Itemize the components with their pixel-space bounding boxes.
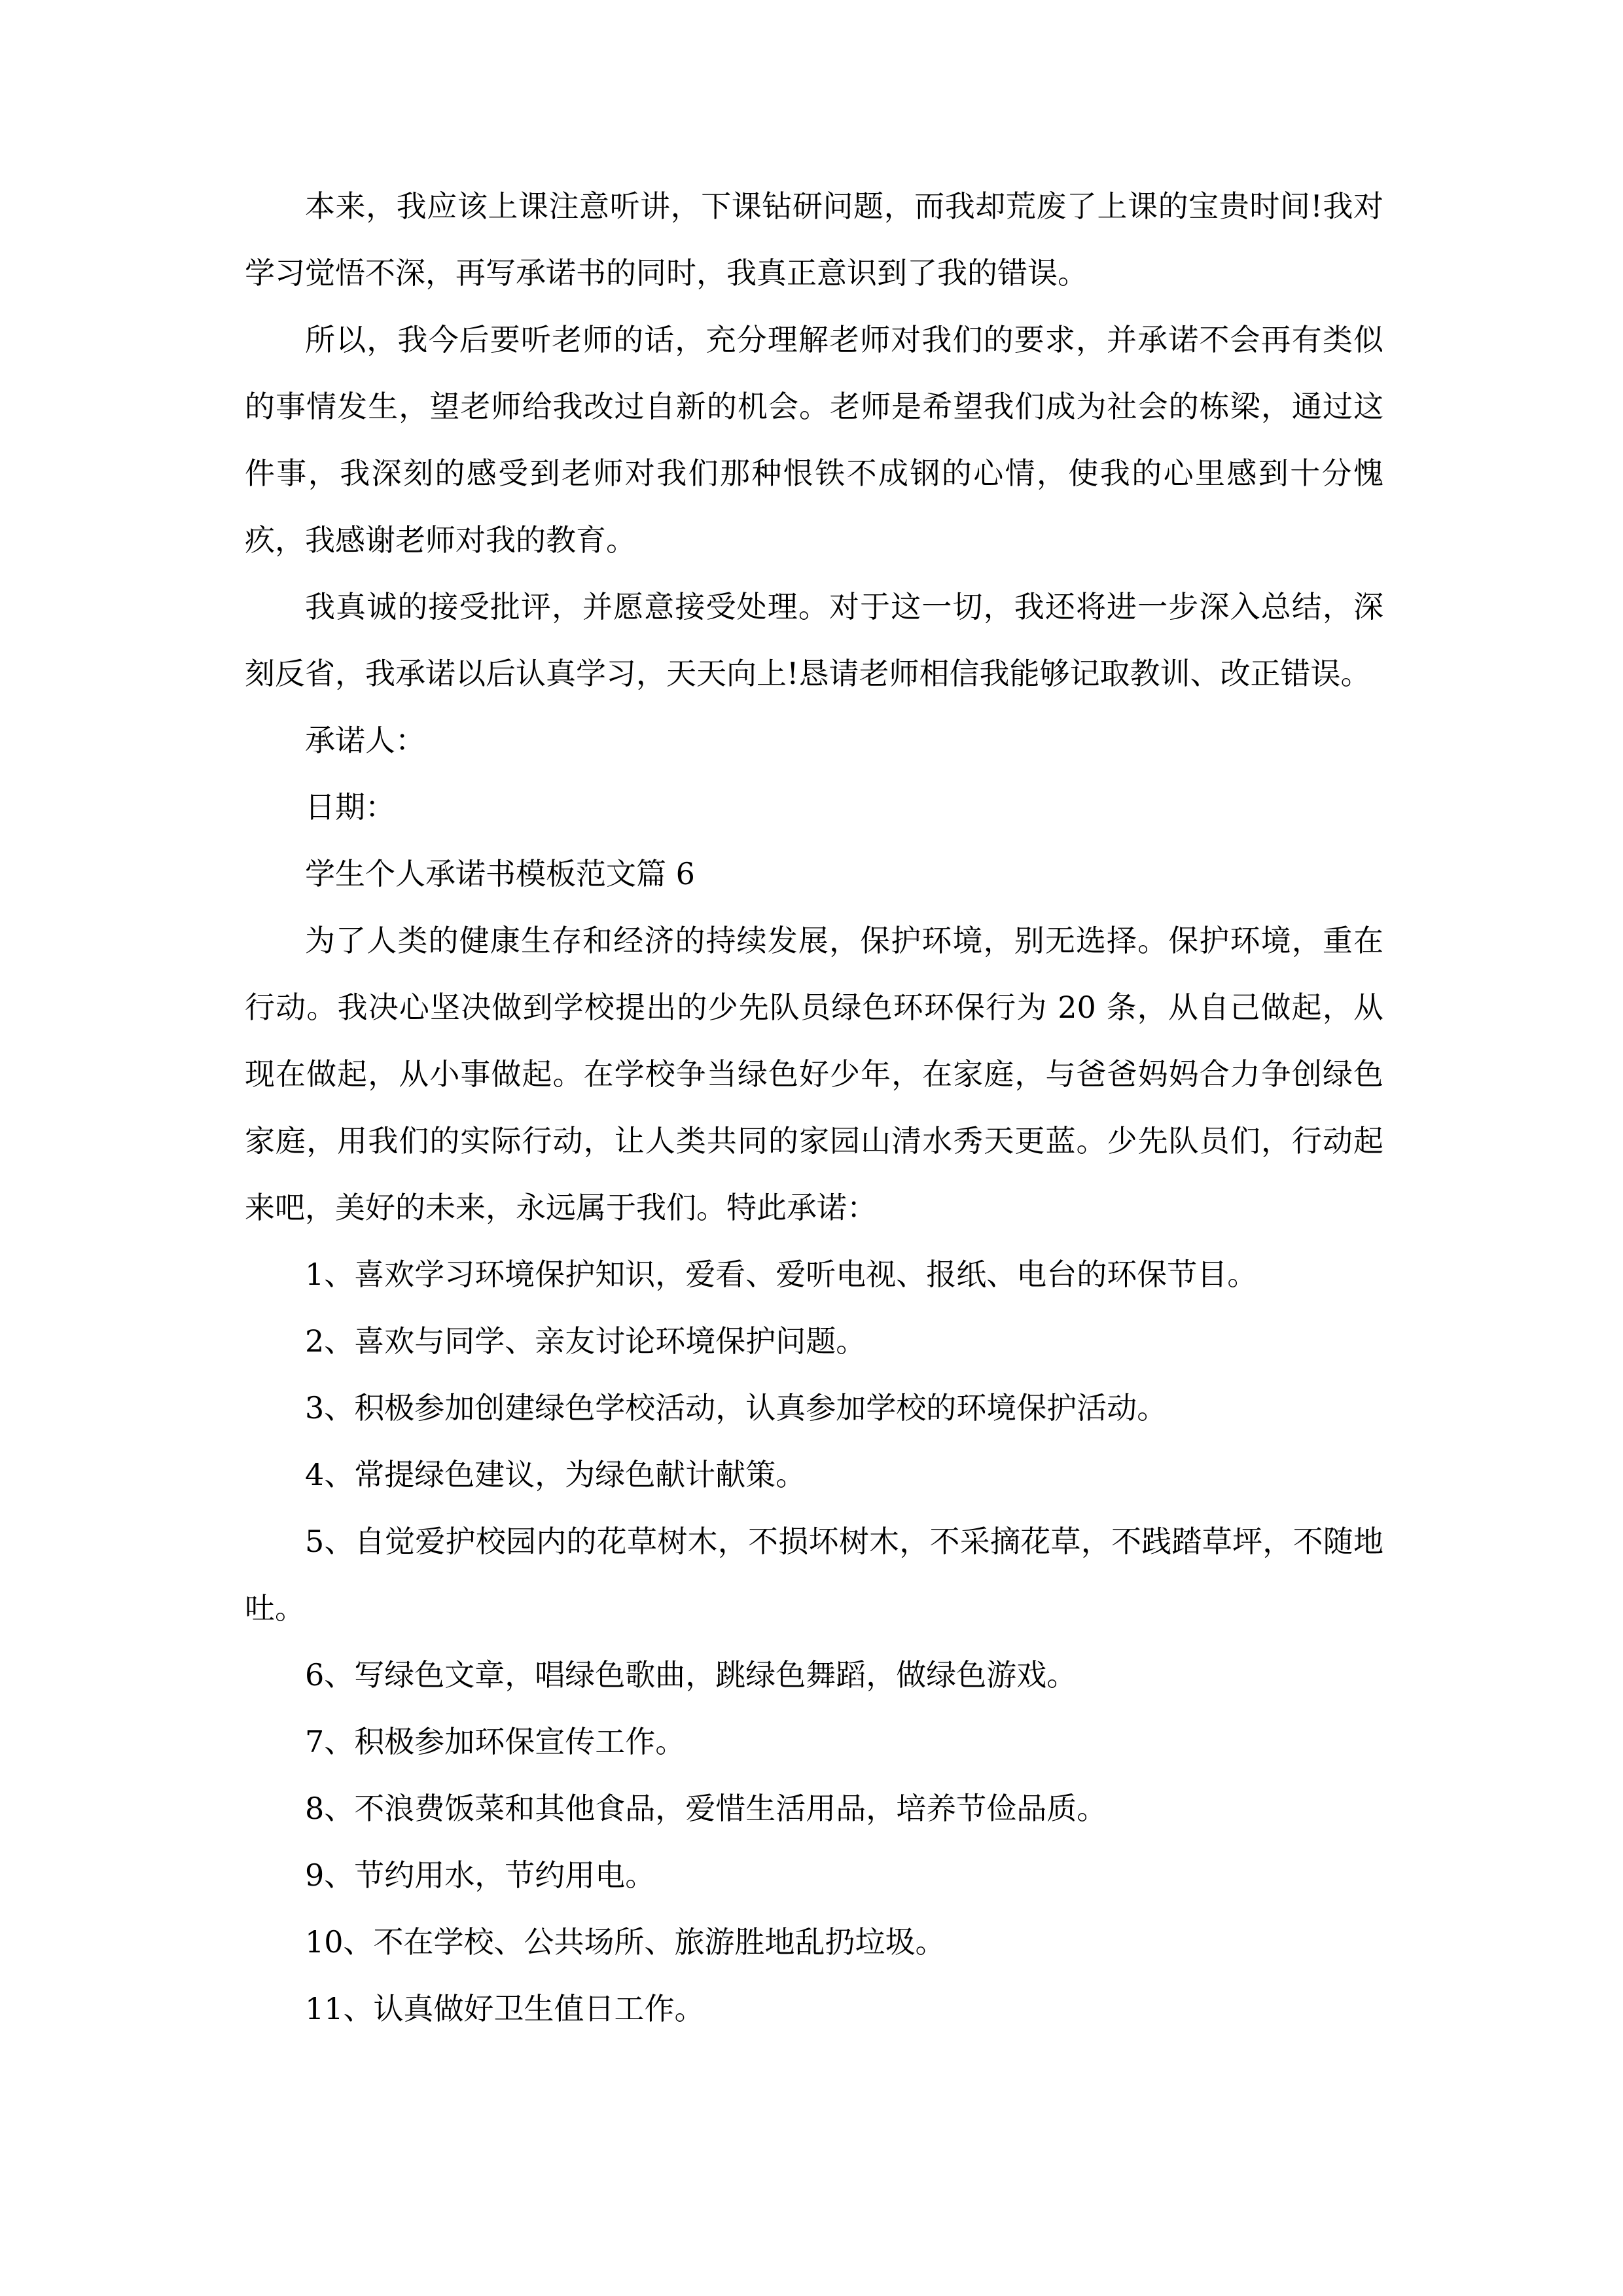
paragraph-study-reflection: 本来，我应该上课注意听讲，下课钻研问题，而我却荒废了上课的宝贵时间!我对学习觉悟不深，再写承诺书的同时，我真正意识到了我的错误。 (245, 188, 1383, 291)
document-body (245, 173, 1383, 2042)
list-item: 9、节约用水，节约用电。 (305, 1857, 656, 1893)
list-item: 11、认真做好卫生值日工作。 (305, 1991, 705, 2026)
list-item: 4、常提绿色建议，为绿色献计献策。 (305, 1457, 806, 1492)
paragraph-promise-to-teacher: 所以，我今后要听老师的话，充分理解老师对我们的要求，并承诺不会再有类似的事情发生，望老师给我改过自新的机会。老师是希望我们成为社会的栋梁，通过这件事，我深刻的感受到老师对我们那种恨铁不成钢的心情，使我的心里感到十分愧疚，我感谢老师对我的教育。 (245, 322, 1383, 558)
list-item: 10、不在学校、公共场所、旅游胜地乱扔垃圾。 (305, 1924, 946, 1960)
list-item: 5、自觉爱护校园内的花草树木，不损坏树木，不采摘花草，不践踏草坪，不随地吐。 (245, 1524, 1383, 1626)
list-item: 7、积极参加环保宣传工作。 (305, 1724, 686, 1759)
section-title: 学生个人承诺书模板范文篇 6 (305, 856, 695, 891)
list-item: 2、喜欢与同学、亲友讨论环境保护问题。 (305, 1323, 866, 1359)
signer-label: 承诺人： (305, 723, 425, 758)
list-item: 3、积极参加创建绿色学校活动，认真参加学校的环境保护活动。 (305, 1390, 1168, 1426)
list-item: 1、喜欢学习环境保护知识，爱看、爱听电视、报纸、电台的环保节目。 (305, 1257, 1258, 1292)
paragraph-environment-intro: 为了人类的健康生存和经济的持续发展，保护环境，别无选择。保护环境，重在行动。我决心坚决做到学校提出的少先队员绿色环环保行为 20 条，从自己做起，从现在做起，从小事做起。在学校争当绿色好少年，在家庭，与爸爸妈妈合力争创绿色家庭，用我们的实际行动，让人类共同的家园山清水秀天更蓝。少先队员们，行动起来吧，美好的未来，永远属于我们。特此承诺： (245, 923, 1383, 1225)
date-label: 日期： (305, 789, 395, 825)
list-item: 6、写绿色文章，唱绿色歌曲，跳绿色舞蹈，做绿色游戏。 (305, 1657, 1077, 1693)
list-item: 8、不浪费饭菜和其他食品，爱惜生活用品，培养节俭品质。 (305, 1791, 1107, 1826)
paragraph-accept-criticism: 我真诚的接受批评，并愿意接受处理。对于这一切，我还将进一步深入总结，深刻反省，我承诺以后认真学习，天天向上!恳请老师相信我能够记取教训、改正错误。 (245, 589, 1383, 691)
